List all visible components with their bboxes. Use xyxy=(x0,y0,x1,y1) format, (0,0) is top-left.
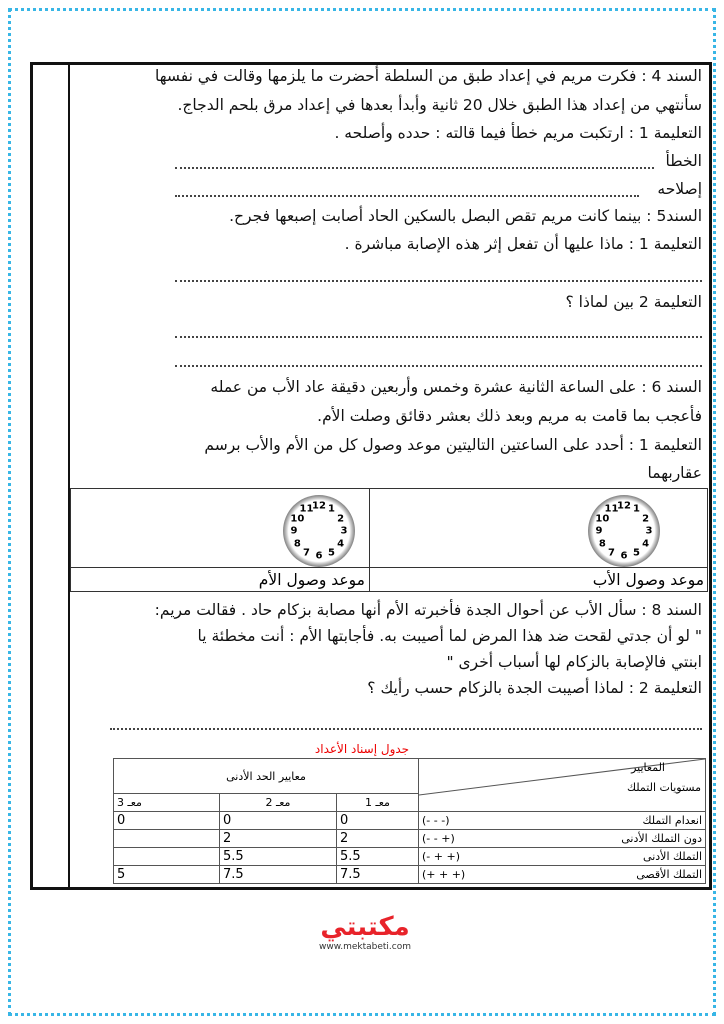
mother-clock[interactable] xyxy=(283,495,355,567)
grading-table xyxy=(113,758,706,884)
clock-number: 3 xyxy=(645,525,653,537)
answer-line[interactable] xyxy=(110,728,702,730)
father-clock-cell xyxy=(369,489,708,591)
clock-number: 4 xyxy=(642,538,650,549)
answer-line[interactable] xyxy=(175,365,702,367)
error-label: الخطأ xyxy=(665,152,702,170)
table-row: التملك الأقصى (+ + +) 7.5 7.5 5 xyxy=(114,866,706,884)
clock-number: 5 xyxy=(633,547,640,559)
sanad6-line1: السند 6 : على الساعة الثانية عشرة وخمس وأربعين دقيقة عاد الأب من عمله xyxy=(210,378,702,396)
clock-number: 5 xyxy=(328,547,335,559)
logo-url: www.mektabeti.com xyxy=(318,942,412,952)
clock-number: 6 xyxy=(315,550,323,562)
father-label: موعد وصول الأب xyxy=(592,571,704,589)
grading-table-title: جدول إسناد الأعداد xyxy=(314,742,410,756)
mother-label: موعد وصول الأم xyxy=(258,571,365,589)
criteria-label: المعايير xyxy=(631,761,665,774)
col-header: معـ 3 xyxy=(114,794,220,812)
clock-number: 11 xyxy=(604,503,619,515)
clock-number: 10 xyxy=(595,513,610,524)
clock-number: 11 xyxy=(299,503,314,515)
sanad8-line2: " لو أن جدتي لقحت ضد هذا المرض لما أصيبت به. فأجابتها الأم : أنت مخطئة يا xyxy=(197,627,702,645)
sanad8-line1: السند 8 : سأل الأب عن أحوال الجدة فأخبرته الأم أنها مصابة بزكام حاد . فقالت مريم: xyxy=(154,601,702,619)
clock-number: 12 xyxy=(312,500,326,512)
clock-number: 10 xyxy=(290,513,305,524)
clock-number: 7 xyxy=(303,547,310,559)
answer-line[interactable] xyxy=(175,280,702,282)
table-row: انعدام التملك (- - -) 0 0 0 xyxy=(114,812,706,830)
sanad5-instruction2: التعليمة 2 بين لماذا ؟ xyxy=(565,293,702,311)
logo xyxy=(290,912,440,952)
clock-number: 4 xyxy=(337,538,345,549)
sanad6-instruction1-cont: عقاربهما xyxy=(647,464,702,482)
father-clock[interactable] xyxy=(588,495,660,567)
clock-number: 2 xyxy=(337,513,345,524)
clock-number: 7 xyxy=(608,547,615,559)
margin-line xyxy=(68,62,70,890)
sanad6-instruction1: التعليمة 1 : أحدد على الساعتين التاليتين موعد وصول كل من الأم والأب برسم xyxy=(204,436,702,454)
mother-clock-cell xyxy=(71,489,369,591)
col-header: معـ 2 xyxy=(220,794,337,812)
table-row: دون التملك الأدنى (+ - -) 2 2 xyxy=(114,830,706,848)
clock-number: 6 xyxy=(620,550,628,562)
error-answer-line[interactable] xyxy=(175,167,654,169)
clock-number: 8 xyxy=(293,538,301,549)
col-header: معـ 1 xyxy=(337,794,419,812)
min-criteria-header: معايير الحد الأدنى xyxy=(114,759,419,794)
sanad8-instruction2: التعليمة 2 : لماذا أصيبت الجدة بالزكام حسب رأيك ؟ xyxy=(367,679,702,697)
correction-label: إصلاحه xyxy=(657,180,702,198)
clock-number: 8 xyxy=(598,538,606,549)
criteria-header-cell xyxy=(419,759,706,812)
sanad4-line2: سأنتهي من إعداد هذا الطبق خلال 20 ثانية وأبدأ بعدها في إعداد مرق بلحم الدجاج. xyxy=(177,96,702,114)
correction-answer-line[interactable] xyxy=(175,195,639,197)
clock-number: 3 xyxy=(340,525,348,537)
levels-label: مستويات التملك xyxy=(627,781,701,794)
clock-number: 1 xyxy=(633,503,640,515)
sanad5-line1: السند5 : بينما كانت مريم تقص البصل بالسكين الحاد أصابت إصبعها فجرح. xyxy=(229,207,702,225)
clock-number: 2 xyxy=(642,513,650,524)
clocks-table xyxy=(70,488,708,592)
answer-line[interactable] xyxy=(175,336,702,338)
sanad5-instruction1: التعليمة 1 : ماذا عليها أن تفعل إثر هذه الإصابة مباشرة . xyxy=(344,235,702,253)
sanad6-line2: فأعجب بما قامت به مريم وبعد ذلك بعشر دقائق وصلت الأم. xyxy=(317,407,702,425)
sanad4-line1: السند 4 : فكرت مريم في إعداد طبق من السلطة أحضرت ما يلزمها وقالت في نفسها xyxy=(155,67,702,85)
table-row: التملك الأدنى (+ + -) 5.5 5.5 xyxy=(114,848,706,866)
sanad8-line3: ابنتي فالإصابة بالزكام لها أسباب أخرى " xyxy=(446,653,702,671)
logo-name: مكتبتي xyxy=(320,912,410,942)
clock-number: 9 xyxy=(595,525,603,537)
clock-number: 9 xyxy=(290,525,298,537)
clock-number: 1 xyxy=(328,503,335,515)
clock-number: 12 xyxy=(617,500,631,512)
sanad4-instruction1: التعليمة 1 : ارتكبت مريم خطأ فيما قالته : حدده وأصلحه . xyxy=(334,124,702,142)
